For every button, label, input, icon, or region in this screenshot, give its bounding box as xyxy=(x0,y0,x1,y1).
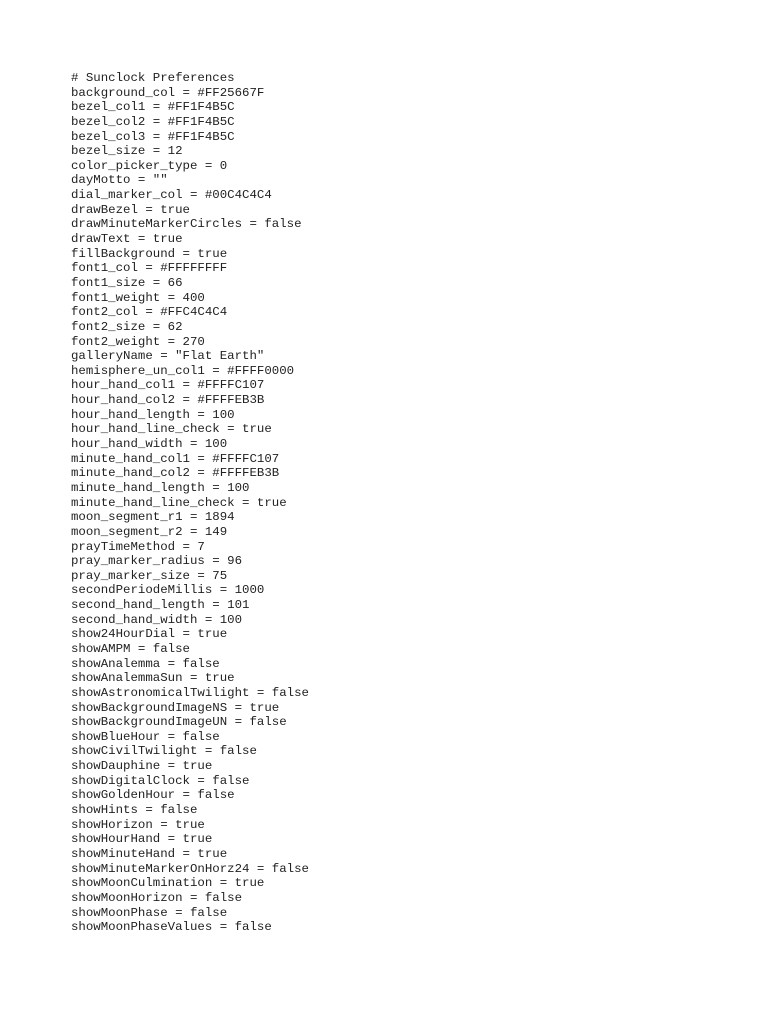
preference-line: font1_col = #FFFFFFFF xyxy=(71,261,228,276)
preference-line: dial_marker_col = #00C4C4C4 xyxy=(71,188,272,203)
preference-line: showCivilTwilight = false xyxy=(71,744,257,759)
preference-line: minute_hand_col2 = #FFFFEB3B xyxy=(71,466,280,481)
preference-line: drawBezel = true xyxy=(71,202,190,217)
preference-line: show24HourDial = true xyxy=(71,627,228,642)
preference-line: pray_marker_size = 75 xyxy=(71,568,228,583)
preference-line: showAstronomicalTwilight = false xyxy=(71,685,309,700)
preference-line: showDigitalClock = false xyxy=(71,773,250,788)
preference-line: hour_hand_line_check = true xyxy=(71,422,272,437)
preference-line: hour_hand_length = 100 xyxy=(71,407,235,422)
preference-line: showMoonCulmination = true xyxy=(71,876,265,891)
preference-line: showGoldenHour = false xyxy=(71,788,235,803)
preference-line: minute_hand_length = 100 xyxy=(71,480,250,495)
preference-line: dayMotto = "" xyxy=(71,173,168,188)
preference-line: hour_hand_col1 = #FFFFC107 xyxy=(71,378,265,393)
preference-line: color_picker_type = 0 xyxy=(71,158,228,173)
preference-line: minute_hand_line_check = true xyxy=(71,495,287,510)
preference-line: showHints = false xyxy=(71,803,198,818)
preference-line: drawText = true xyxy=(71,232,183,247)
preference-line: bezel_size = 12 xyxy=(71,144,183,159)
preference-line: font1_size = 66 xyxy=(71,275,183,290)
preference-line: showAnalemma = false xyxy=(71,656,220,671)
preference-line: font2_col = #FFC4C4C4 xyxy=(71,305,228,320)
preference-line: drawMinuteMarkerCircles = false xyxy=(71,217,302,232)
preference-line: galleryName = "Flat Earth" xyxy=(71,349,265,364)
preference-line: hour_hand_col2 = #FFFFEB3B xyxy=(71,393,265,408)
preference-line: font2_weight = 270 xyxy=(71,334,205,349)
preference-line: font2_size = 62 xyxy=(71,319,183,334)
preferences-listing xyxy=(71,71,309,935)
preference-line: showAMPM = false xyxy=(71,641,190,656)
preference-line: showBackgroundImageNS = true xyxy=(71,700,280,715)
preference-line: bezel_col1 = #FF1F4B5C xyxy=(71,100,235,115)
preference-line: showHourHand = true xyxy=(71,832,213,847)
preference-line: showMoonHorizon = false xyxy=(71,890,243,905)
preference-line: second_hand_length = 101 xyxy=(71,598,250,613)
preference-line: minute_hand_col1 = #FFFFC107 xyxy=(71,451,280,466)
preference-line: fillBackground = true xyxy=(71,246,228,261)
preference-line: second_hand_width = 100 xyxy=(71,612,243,627)
preference-line: showAnalemmaSun = true xyxy=(71,671,235,686)
preference-line: showBackgroundImageUN = false xyxy=(71,715,287,730)
preference-line: hemisphere_un_col1 = #FFFF0000 xyxy=(71,363,295,378)
preference-line: background_col = #FF25667F xyxy=(71,85,265,100)
preference-line: showMinuteHand = true xyxy=(71,846,228,861)
preference-line: showMoonPhaseValues = false xyxy=(71,920,272,935)
preference-line: bezel_col3 = #FF1F4B5C xyxy=(71,129,235,144)
preference-line: showHorizon = true xyxy=(71,817,205,832)
preference-line: showMoonPhase = false xyxy=(71,905,228,920)
preference-line: moon_segment_r2 = 149 xyxy=(71,524,228,539)
preference-line: bezel_col2 = #FF1F4B5C xyxy=(71,114,235,129)
preference-line: hour_hand_width = 100 xyxy=(71,437,228,452)
preference-line: showMinuteMarkerOnHorz24 = false xyxy=(71,861,309,876)
preference-line: showDauphine = true xyxy=(71,759,213,774)
preference-line: showBlueHour = false xyxy=(71,729,220,744)
preference-line: secondPeriodeMillis = 1000 xyxy=(71,583,265,598)
preference-line: pray_marker_radius = 96 xyxy=(71,554,243,569)
preference-line: prayTimeMethod = 7 xyxy=(71,539,205,554)
preference-line: font1_weight = 400 xyxy=(71,290,205,305)
preferences-heading: # Sunclock Preferences xyxy=(71,71,235,85)
preference-line: moon_segment_r1 = 1894 xyxy=(71,510,235,525)
